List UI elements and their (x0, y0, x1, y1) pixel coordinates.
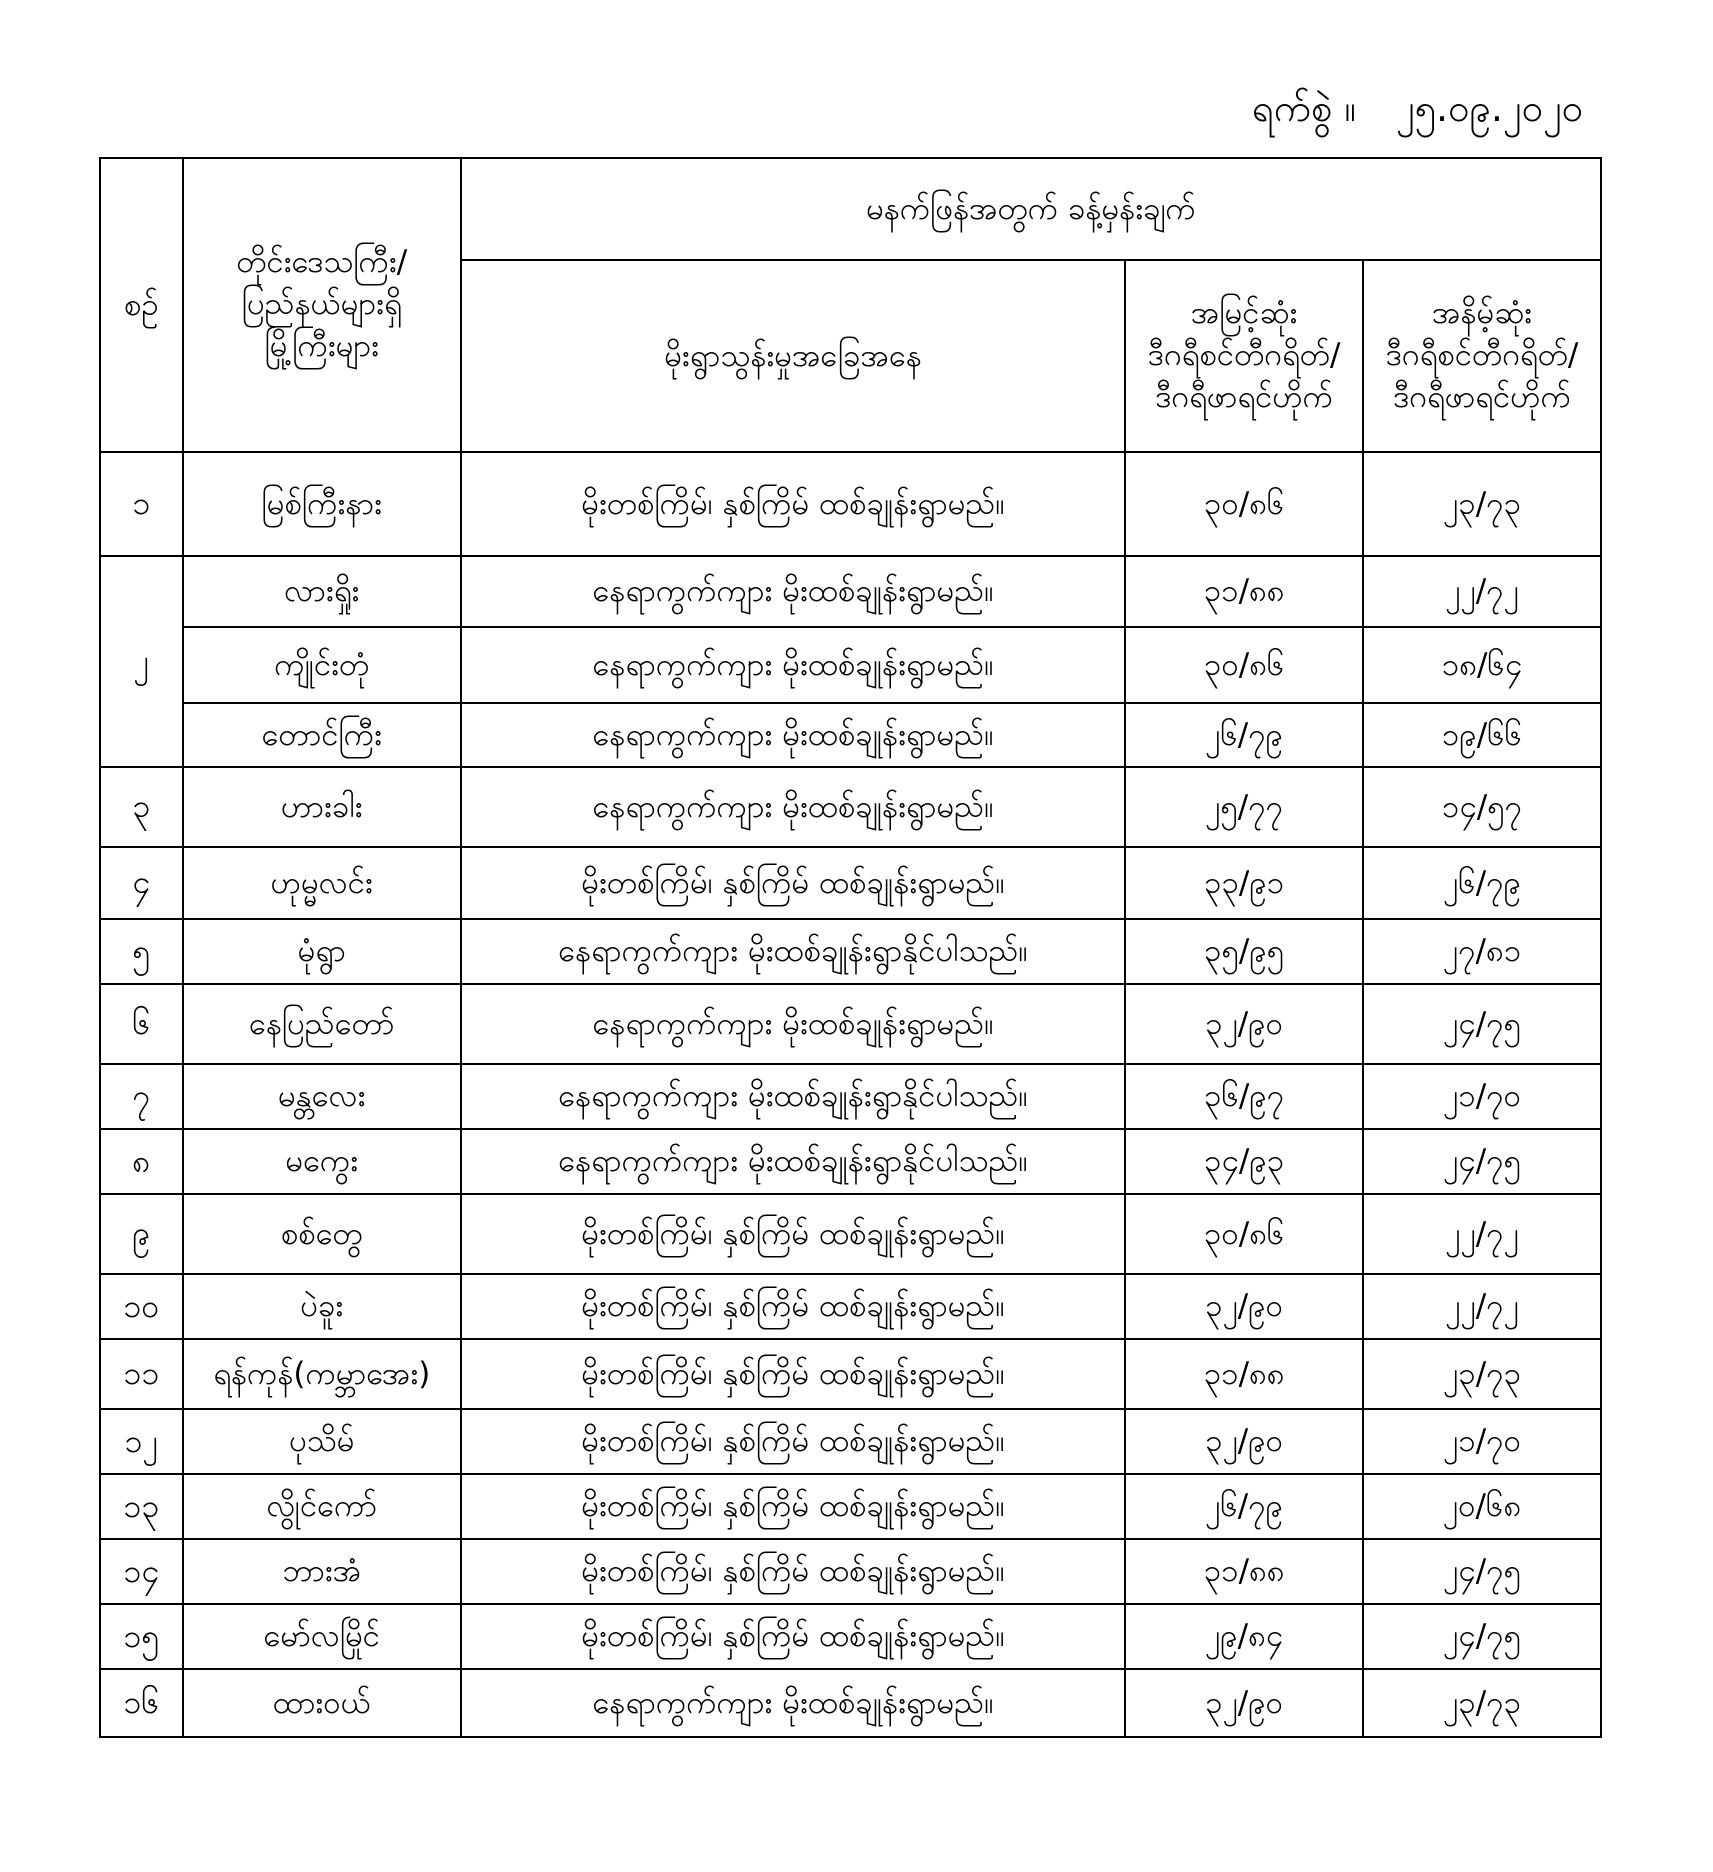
row-city: မကွေး (183, 1129, 461, 1194)
row-min-temp: ၁၉/၆၆ (1363, 703, 1601, 767)
row-max-temp: ၃၄/၉၃ (1125, 1129, 1363, 1194)
row-min-temp: ၂၃/၇၃ (1363, 1669, 1601, 1737)
row-max-temp: ၂၅/၇၇ (1125, 767, 1363, 847)
row-serial: ၁၅ (100, 1604, 183, 1669)
row-max-temp: ၃၀/၈၆ (1125, 1194, 1363, 1274)
header-min-temp (1363, 260, 1601, 452)
row-max-temp: ၃၆/၉၇ (1125, 1064, 1363, 1129)
row-max-temp: ၃၀/၈၆ (1125, 452, 1363, 556)
table-row (100, 847, 1601, 919)
header-city-line: တိုင်းဒေသကြီး/ (236, 244, 408, 281)
row-serial: ၁၂ (100, 1409, 183, 1474)
row-city: မော်လမြိုင် (183, 1604, 461, 1669)
table-row (100, 919, 1601, 984)
row-serial: ၁၃ (100, 1474, 183, 1539)
header-min-line: ဒီဂရီဖာရင်ဟိုက် (1393, 378, 1571, 415)
row-min-temp: ၂၆/၇၉ (1363, 847, 1601, 919)
row-serial: ၉ (100, 1194, 183, 1274)
header-max-temp (1125, 260, 1363, 452)
table-row (100, 1064, 1601, 1129)
header-max-line: ဒီဂရီဖာရင်ဟိုက် (1155, 378, 1334, 415)
row-min-temp: ၂၄/၇၅ (1363, 1604, 1601, 1669)
row-weather: မိုးတစ်ကြိမ်၊ နှစ်ကြိမ် ထစ်ချုန်းရွာမည်။ (461, 1194, 1125, 1274)
table-row (100, 452, 1601, 556)
row-weather: နေရာကွက်ကျား မိုးထစ်ချုန်းရွာမည်။ (461, 627, 1125, 703)
row-max-temp: ၃၁/၈၈ (1125, 556, 1363, 627)
row-weather: နေရာကွက်ကျား မိုးထစ်ချုန်းရွာမည်။ (461, 703, 1125, 767)
header-forecast-group: မနက်ဖြန်အတွက် ခန့်မှန်းချက် (461, 158, 1601, 260)
row-max-temp: ၂၆/၇၉ (1125, 703, 1363, 767)
date-line (1252, 84, 1583, 140)
row-city: ထားဝယ် (183, 1669, 461, 1737)
row-min-temp: ၂၃/၇၃ (1363, 1339, 1601, 1409)
row-city: စစ်တွေ (183, 1194, 461, 1274)
row-weather: မိုးတစ်ကြိမ်၊ နှစ်ကြိမ် ထစ်ချုန်းရွာမည်။ (461, 452, 1125, 556)
row-max-temp: ၃၂/၉၀ (1125, 1409, 1363, 1474)
row-weather: မိုးတစ်ကြိမ်၊ နှစ်ကြိမ် ထစ်ချုန်းရွာမည်။ (461, 847, 1125, 919)
row-serial: ၁၁ (100, 1339, 183, 1409)
row-min-temp: ၂၀/၆၈ (1363, 1474, 1601, 1539)
row-serial: ၄ (100, 847, 183, 919)
row-serial: ၈ (100, 1129, 183, 1194)
row-max-temp: ၃၁/၈၈ (1125, 1339, 1363, 1409)
row-min-temp: ၂၂/၇၂ (1363, 556, 1601, 627)
row-serial: ၁၄ (100, 1539, 183, 1604)
date-value: ၂၅.၀၉.၂၀၂၀ (1395, 86, 1583, 130)
row-weather: နေရာကွက်ကျား မိုးထစ်ချုန်းရွာမည်။ (461, 984, 1125, 1064)
row-city: ပဲခူး (183, 1274, 461, 1339)
header-serial: စဉ် (100, 158, 183, 452)
row-city: ပုသိမ် (183, 1409, 461, 1474)
row-serial: ၃ (100, 767, 183, 847)
header-weather: မိုးရွာသွန်းမှုအခြေအနေ (461, 260, 1125, 452)
table-row (100, 1339, 1601, 1409)
row-weather: မိုးတစ်ကြိမ်၊ နှစ်ကြိမ် ထစ်ချုန်းရွာမည်။ (461, 1409, 1125, 1474)
row-max-temp: ၃၂/၉၀ (1125, 1669, 1363, 1737)
forecast-table (99, 157, 1602, 1738)
row-min-temp: ၂၄/၇၅ (1363, 1539, 1601, 1604)
date-label: ရက်စွဲ ။ (1252, 86, 1356, 130)
header-city-line: မြို့ကြီးများ (264, 327, 379, 364)
row-city: မြစ်ကြီးနား (183, 452, 461, 556)
row-weather: နေရာကွက်ကျား မိုးထစ်ချုန်းရွာနိုင်ပါသည်။ (461, 1129, 1125, 1194)
header-min-line: ဒီဂရီစင်တီဂရိတ်/ (1385, 337, 1579, 374)
row-serial: ၁ (100, 452, 183, 556)
row-city: ဟားခါး (183, 767, 461, 847)
table-row (100, 1604, 1601, 1669)
row-weather: နေရာကွက်ကျား မိုးထစ်ချုန်းရွာမည်။ (461, 1669, 1125, 1737)
table-row (100, 1194, 1601, 1274)
row-city: လွိုင်ကော် (183, 1474, 461, 1539)
table-row (100, 1474, 1601, 1539)
row-weather: မိုးတစ်ကြိမ်၊ နှစ်ကြိမ် ထစ်ချုန်းရွာမည်။ (461, 1474, 1125, 1539)
row-serial: ၂ (100, 556, 183, 767)
row-min-temp: ၂၂/၇၂ (1363, 1274, 1601, 1339)
header-row-1 (100, 158, 1601, 260)
header-max-line: ဒီဂရီစင်တီဂရိတ်/ (1147, 337, 1341, 374)
table-body (100, 452, 1601, 1737)
row-max-temp: ၃၂/၉၀ (1125, 984, 1363, 1064)
row-serial: ၇ (100, 1064, 183, 1129)
header-min-line: အနိမ့်ဆုံး (1432, 295, 1533, 332)
row-weather: နေရာကွက်ကျား မိုးထစ်ချုန်းရွာနိုင်ပါသည်။ (461, 1064, 1125, 1129)
row-min-temp: ၂၇/၈၁ (1363, 919, 1601, 984)
row-serial: ၁၀ (100, 1274, 183, 1339)
row-city: ဟုမ္မလင်း (183, 847, 461, 919)
table-row (100, 984, 1601, 1064)
table-row (100, 1539, 1601, 1604)
row-city: မန္တလေး (183, 1064, 461, 1129)
row-city: ဘားအံ (183, 1539, 461, 1604)
row-min-temp: ၂၄/၇၅ (1363, 984, 1601, 1064)
row-weather: မိုးတစ်ကြိမ်၊ နှစ်ကြိမ် ထစ်ချုန်းရွာမည်။ (461, 1339, 1125, 1409)
row-weather: မိုးတစ်ကြိမ်၊ နှစ်ကြိမ် ထစ်ချုန်းရွာမည်။ (461, 1274, 1125, 1339)
row-max-temp: ၃၂/၉၀ (1125, 1274, 1363, 1339)
row-weather: မိုးတစ်ကြိမ်၊ နှစ်ကြိမ် ထစ်ချုန်းရွာမည်။ (461, 1604, 1125, 1669)
table-row (100, 1669, 1601, 1737)
table-row (100, 627, 1601, 703)
row-max-temp: ၃၃/၉၁ (1125, 847, 1363, 919)
row-min-temp: ၂၁/၇၀ (1363, 1064, 1601, 1129)
row-max-temp: ၃၀/၈၆ (1125, 627, 1363, 703)
table-row (100, 1274, 1601, 1339)
header-city-line: ပြည်နယ်များရှိ (241, 286, 402, 323)
row-weather: မိုးတစ်ကြိမ်၊ နှစ်ကြိမ် ထစ်ချုန်းရွာမည်။ (461, 1539, 1125, 1604)
row-serial: ၁၆ (100, 1669, 183, 1737)
table-row (100, 1129, 1601, 1194)
row-city: နေပြည်တော် (183, 984, 461, 1064)
table-row (100, 703, 1601, 767)
row-min-temp: ၂၂/၇၂ (1363, 1194, 1601, 1274)
row-city: ကျိုင်းတုံ (183, 627, 461, 703)
row-weather: နေရာကွက်ကျား မိုးထစ်ချုန်းရွာမည်။ (461, 556, 1125, 627)
header-max-line: အမြင့်ဆုံး (1190, 295, 1298, 332)
table-row (100, 556, 1601, 627)
row-min-temp: ၂၃/၇၃ (1363, 452, 1601, 556)
row-city: တောင်ကြီး (183, 703, 461, 767)
row-weather: နေရာကွက်ကျား မိုးထစ်ချုန်းရွာနိုင်ပါသည်။ (461, 919, 1125, 984)
row-city: မုံရွာ (183, 919, 461, 984)
row-max-temp: ၃၁/၈၈ (1125, 1539, 1363, 1604)
row-max-temp: ၃၅/၉၅ (1125, 919, 1363, 984)
table-header (100, 158, 1601, 452)
header-city (183, 158, 461, 452)
row-max-temp: ၂၆/၇၉ (1125, 1474, 1363, 1539)
row-min-temp: ၂၁/၇၀ (1363, 1409, 1601, 1474)
row-min-temp: ၁၄/၅၇ (1363, 767, 1601, 847)
row-city: လားရှိုး (183, 556, 461, 627)
table-row (100, 1409, 1601, 1474)
row-min-temp: ၁၈/၆၄ (1363, 627, 1601, 703)
row-weather: နေရာကွက်ကျား မိုးထစ်ချုန်းရွာမည်။ (461, 767, 1125, 847)
row-serial: ၅ (100, 919, 183, 984)
row-serial: ၆ (100, 984, 183, 1064)
table-row (100, 767, 1601, 847)
row-min-temp: ၂၄/၇၅ (1363, 1129, 1601, 1194)
row-max-temp: ၂၉/၈၄ (1125, 1604, 1363, 1669)
row-city: ရန်ကုန်(ကမ္ဘာအေး) (183, 1339, 461, 1409)
